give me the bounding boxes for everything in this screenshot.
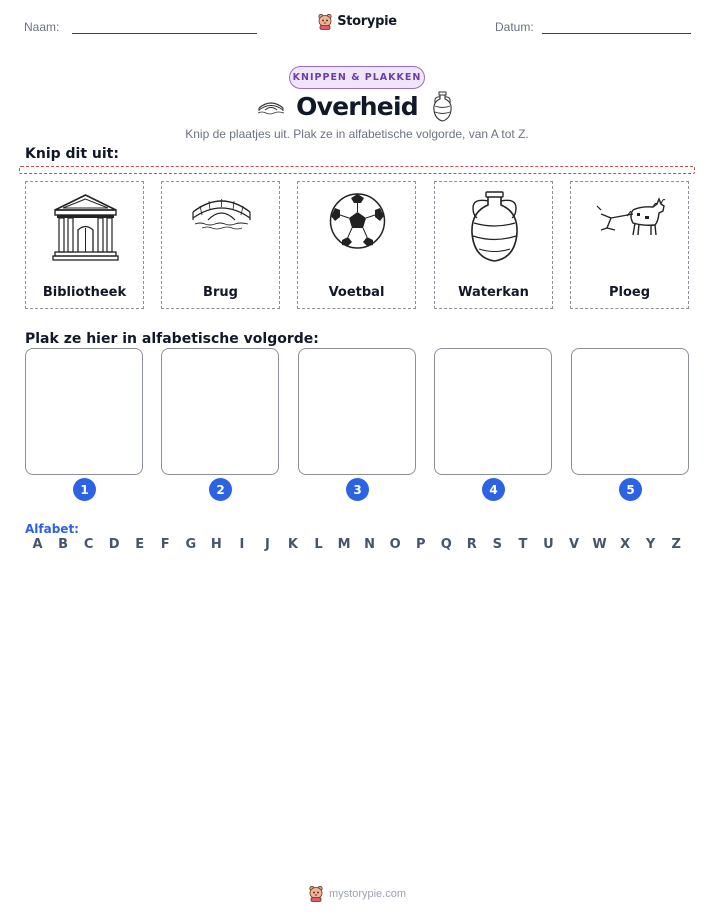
cut-heading: Knip dit uit: bbox=[25, 146, 119, 162]
storypie-mascot-icon bbox=[317, 13, 333, 30]
number-badge-3: 3 bbox=[346, 478, 369, 501]
cut-card-library[interactable] bbox=[25, 181, 144, 309]
number-badge-1: 1 bbox=[73, 478, 96, 501]
paste-box-3[interactable] bbox=[298, 348, 416, 475]
alphabet-letter: Q bbox=[440, 537, 452, 552]
name-line[interactable] bbox=[72, 33, 257, 34]
category-badge: KNIPPEN & PLAKKEN bbox=[289, 66, 425, 89]
alphabet-letter: N bbox=[364, 537, 376, 552]
alphabet-letter: J bbox=[265, 537, 270, 552]
alphabet-letter: E bbox=[135, 537, 145, 552]
alphabet-letter: A bbox=[32, 537, 43, 552]
alphabet-title: Alfabet: bbox=[25, 522, 79, 536]
cut-card-label: Waterkan bbox=[458, 285, 529, 300]
cut-card-plough[interactable] bbox=[570, 181, 689, 309]
cut-card-label: Bibliotheek bbox=[42, 285, 127, 300]
number-badge-2: 2 bbox=[209, 478, 232, 501]
alphabet-letter: B bbox=[58, 537, 68, 552]
brand-logo bbox=[0, 13, 714, 30]
alphabet-letter: H bbox=[210, 537, 222, 552]
alphabet-letter: S bbox=[492, 537, 503, 552]
brand-name: Storypie bbox=[337, 14, 397, 29]
number-badge-4: 4 bbox=[482, 478, 505, 501]
alphabet-letter: M bbox=[337, 537, 351, 552]
cut-card-water-jug[interactable] bbox=[434, 181, 553, 309]
cut-card-soccer-ball[interactable] bbox=[297, 181, 416, 309]
paste-box-1[interactable] bbox=[25, 348, 143, 475]
alphabet-letter: U bbox=[543, 537, 554, 552]
footer bbox=[0, 885, 714, 902]
alphabet-letter: P bbox=[415, 537, 426, 552]
page-title: Overheid bbox=[296, 92, 418, 121]
alphabet-letter: C bbox=[83, 537, 94, 552]
alphabet-letter: F bbox=[160, 537, 170, 552]
alphabet-letter: R bbox=[466, 537, 477, 552]
storypie-mascot-icon bbox=[308, 885, 324, 902]
soccer-ball-icon bbox=[298, 188, 417, 258]
alphabet-letter: Y bbox=[645, 537, 656, 552]
water-jug-icon bbox=[435, 188, 554, 268]
date-label: Datum: bbox=[495, 20, 534, 34]
name-label: Naam: bbox=[24, 20, 60, 34]
cut-line bbox=[19, 166, 695, 174]
bridge-icon bbox=[162, 188, 281, 248]
date-line[interactable] bbox=[542, 33, 691, 34]
paste-box-2[interactable] bbox=[161, 348, 279, 475]
instructions: Knip de plaatjes uit. Plak ze in alfabetische volgorde, van A tot Z. bbox=[185, 127, 529, 141]
number-badge-5: 5 bbox=[619, 478, 642, 501]
alphabet-letter: L bbox=[314, 537, 323, 552]
alphabet-letter: G bbox=[185, 537, 197, 552]
alphabet-letter: X bbox=[620, 537, 631, 552]
paste-heading: Plak ze hier in alfabetische volgorde: bbox=[25, 331, 319, 347]
library-icon bbox=[26, 188, 145, 268]
plough-icon bbox=[571, 188, 690, 248]
alphabet-letter: K bbox=[287, 537, 298, 552]
footer-url[interactable]: mystorypie.com bbox=[328, 887, 407, 900]
cut-card-label: Voetbal bbox=[328, 285, 385, 300]
cut-card-label: Brug bbox=[203, 285, 238, 300]
alphabet-letter: D bbox=[108, 537, 120, 552]
alphabet-letter: O bbox=[389, 537, 401, 552]
cut-card-label: Ploeg bbox=[608, 285, 651, 300]
alphabet-letter: T bbox=[518, 537, 528, 552]
alphabet-letter: V bbox=[568, 537, 580, 552]
title-row bbox=[0, 90, 714, 126]
cut-card-bridge[interactable] bbox=[161, 181, 280, 309]
paste-box-5[interactable] bbox=[571, 348, 689, 475]
alphabet-letter: Z bbox=[671, 537, 681, 552]
alphabet-letter: I bbox=[239, 537, 245, 552]
alphabet-letter: W bbox=[592, 537, 607, 552]
paste-box-4[interactable] bbox=[434, 348, 552, 475]
alphabet-row bbox=[25, 537, 689, 552]
water-jug-icon bbox=[430, 91, 455, 123]
